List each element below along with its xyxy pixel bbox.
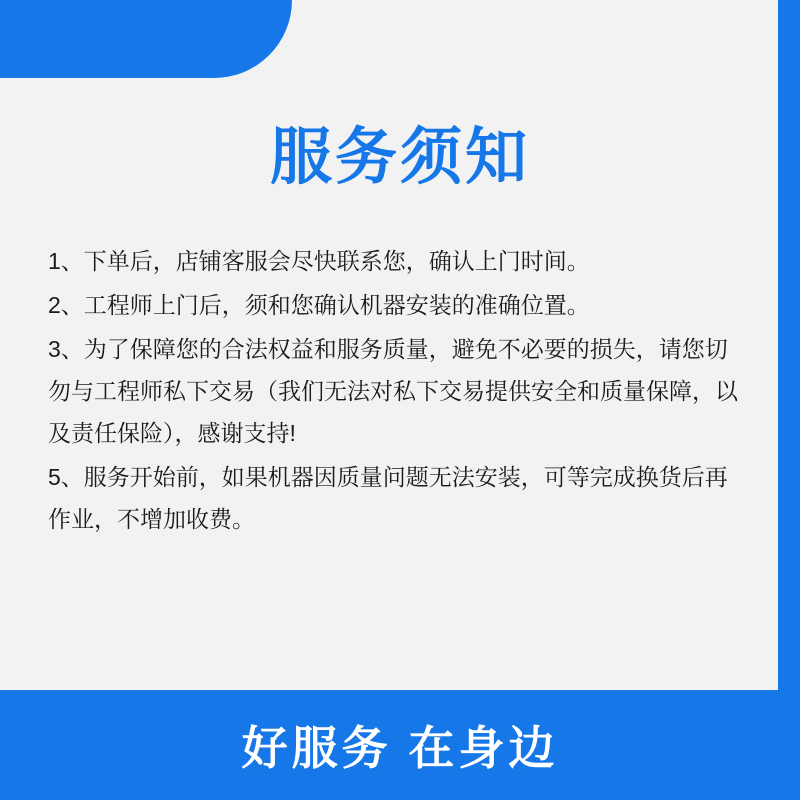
page-title: 服务须知 xyxy=(269,123,530,192)
footer-slogan: 好服务 在身边 xyxy=(241,722,559,774)
footer-band xyxy=(0,690,800,800)
notice-text-block xyxy=(48,240,748,542)
notice-item: 5、服务开始前，如果机器因质量问题无法安装，可等完成换货后再作业，不增加收费。 xyxy=(48,464,728,532)
right-edge-stripe xyxy=(778,0,800,800)
notice-item: 3、为了保障您的合法权益和服务质量，避免不必要的损失，请您切勿与工程师私下交易（我们无法对私下交易提供安全和质量保障，以及责任保险），感谢支持! xyxy=(48,336,738,446)
notice-item: 2、工程师上门后，须和您确认机器安装的准确位置。 xyxy=(48,292,590,318)
notice-item: 1、下单后，店铺客服会尽快联系您，确认上门时间。 xyxy=(48,248,590,274)
corner-accent-shape xyxy=(0,0,292,78)
